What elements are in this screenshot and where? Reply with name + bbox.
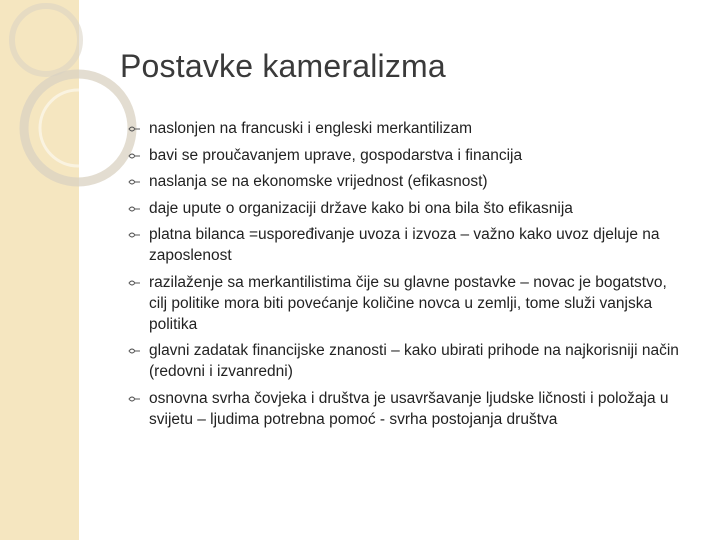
bullet-text: razilaženje sa merkantilistima čije su glavne postavke – novac je bogatstvo, cilj politike mora biti povećanje količine novca u zemlji, tome služi vanjska politika <box>149 273 667 333</box>
bullet-text: bavi se proučavanjem uprave, gospodarstva i financija <box>149 146 523 164</box>
bullet-item <box>128 118 688 139</box>
bullet-list <box>128 118 688 435</box>
leaf-ornament-icon <box>128 152 141 160</box>
decorative-ring-inner <box>40 90 116 166</box>
bullet-item <box>128 340 688 382</box>
bullet-text: glavni zadatak financijske znanosti – kako ubirati prihode na najkorisniji način (redovni i izvanredni) <box>149 342 679 380</box>
bullet-item <box>128 171 688 192</box>
leaf-ornament-icon <box>128 178 141 186</box>
bullet-text: osnovna svrha čovjeka i društva je usavršavanje ljudske ličnosti i položaja u svijetu – ljudima potrebna pomoć - svrha postojanja društva <box>149 389 669 428</box>
bullet-item <box>128 272 688 335</box>
bullet-item <box>128 388 688 430</box>
leaf-ornament-icon <box>128 125 141 133</box>
leaf-ornament-icon <box>128 347 141 355</box>
bullet-item <box>128 198 688 219</box>
bullet-text: naslanja se na ekonomske vrijednost (efikasnost) <box>149 173 488 190</box>
decorative-ring-small <box>12 6 80 74</box>
leaf-ornament-icon <box>128 205 141 213</box>
bullet-text: platna bilanca =uspoređivanje uvoza i izvoza – važno kako uvoz djeluje na zaposlenost <box>149 226 660 264</box>
leaf-ornament-icon <box>128 279 141 287</box>
bullet-text: daje upute o organizaciji države kako bi ona bila što efikasnija <box>149 199 573 217</box>
bullet-item <box>128 145 688 166</box>
leaf-ornament-icon <box>128 395 141 403</box>
slide-title: Postavke kameralizma <box>120 48 446 84</box>
bullet-text: naslonjen na francuski i engleski merkantilizam <box>149 120 473 137</box>
leaf-ornament-icon <box>128 231 141 239</box>
bullet-item <box>128 224 688 266</box>
